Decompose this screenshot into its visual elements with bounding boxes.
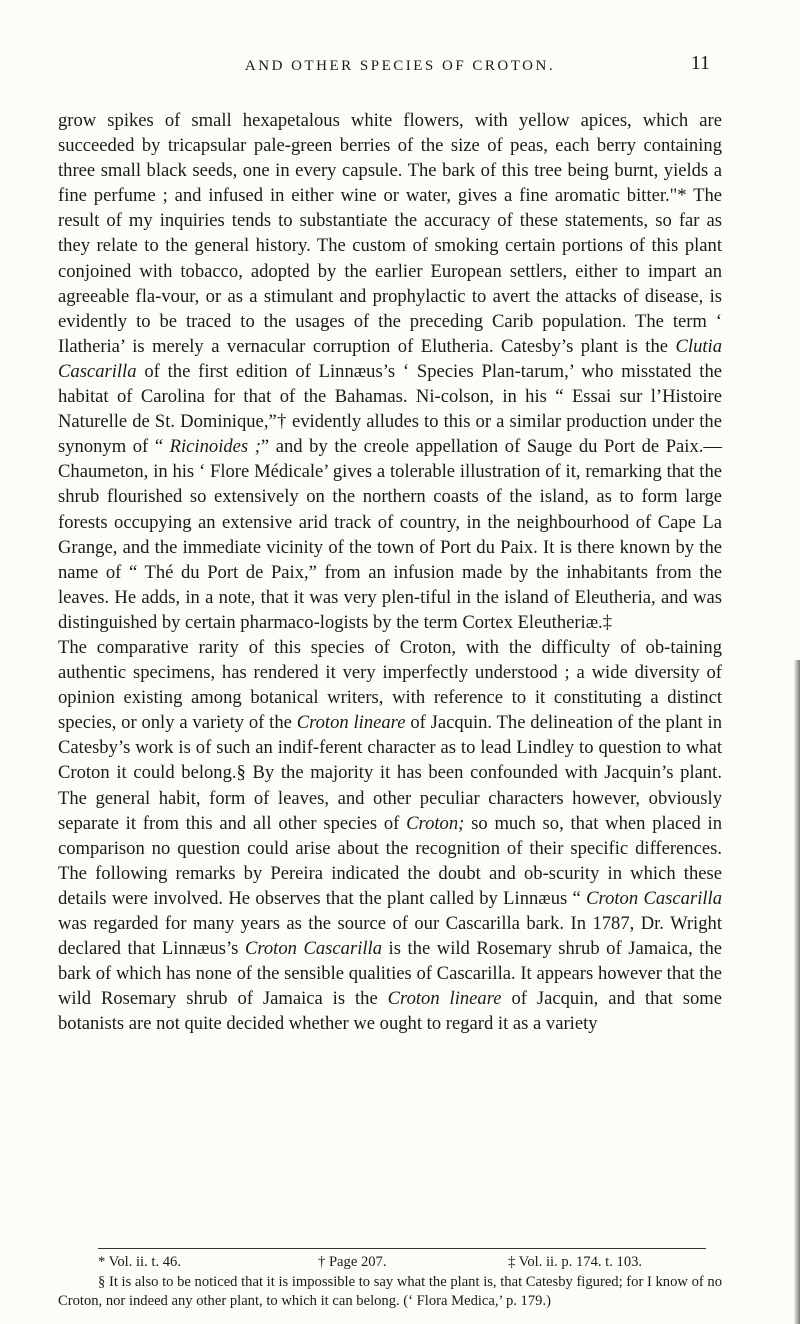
- italic-run: Croton;: [406, 812, 465, 834]
- footnotes: [58, 1253, 722, 1312]
- italic-run: Croton Cascarilla: [244, 938, 383, 960]
- footnote-divider: [98, 1248, 706, 1249]
- footnote-3: ‡ Vol. ii. p. 174. t. 103.: [508, 1254, 643, 1270]
- text-run: grow spikes of small hexapetalous white flowers, with yellow apices, which are succeeded by tricapsular pale-green berries of the size of peas, each berry containing three small black seeds, one in every capsule. The bark of this tree being burnt, yields a fine perfume ; and infused in either wine or water, gives a fine aromatic bitter."* The result of my inquiries tends to substantiate the accuracy of these statements, so far as they relate to the general history. The custom of smoking certain portions of this plant conjoined with tobacco, adopted by the earlier European settlers, either to impart an agreeable fla-vour, or as a stimulant and prophylactic to avert the attacks of disease, is evidently to be traced to the usages of the preceding Carib population. The term ‘ Ilatheria’ is merely a vernacular corruption of Elutheria. Catesby’s plant is the: [58, 110, 722, 357]
- text-run: of the first edition of Linnæus’s ‘ Species Plan-tarum,’ who misstated the habitat of Carolina for that of the Bahamas. Ni-colson, in his “ Essai sur l’Histoire Naturelle de St. Dominique,”† evidently alludes to this or a similar production under the synonym of “: [58, 360, 722, 458]
- italic-run: Ricinoides ;: [169, 436, 261, 458]
- text-run: ” and by the creole appellation of Sauge du Port de Paix.—Chaumeton, in his ‘ Flore Médicale’ gives a tolerable illustration of it, remarking that the shrub flourished so extensively on the northern coasts of the island, as to form large forests occupying an extensive arid track of country, in the neighbourhood of Cape La Grange, and the immediate vicinity of the town of Port du Paix. It is there known by the name of “ Thé du Port de Paix,” from an infusion made by the inhabitants from the leaves. He adds, in a note, that it was very plen-tiful in the island of Eleutheria, and was distinguished by certain pharmaco-logists by the term Cortex Eleutheriæ.‡: [58, 436, 723, 633]
- footnote-1: * Vol. ii. t. 46.: [98, 1254, 181, 1270]
- text-run: so much so, that when placed in comparison no question could arise about the recognition of their specific differences. The following remarks by Pereira indicated the doubt and ob-scurity in which these details were involved. He observes that the plant called by Linnæus “: [58, 812, 723, 909]
- text-run: The comparative rarity of this species of Croton, with the difficulty of ob-taining authentic specimens, has rendered it very imperfectly understood ; a wide diversity of opinion existing among botanical writers, with reference to it constituting a distinct species, or only a variety of the: [58, 636, 722, 734]
- paragraph-1: [58, 108, 722, 635]
- text-run: was regarded for many years as the source of our Cascarilla bark. In 1787, Dr. Wright declared that Linnæus’s: [58, 913, 722, 960]
- italic-run: Clutia Cascarilla: [58, 335, 722, 382]
- italic-run: Croton Cascarilla: [586, 887, 722, 909]
- page-header: [0, 52, 800, 82]
- footnote-4: § It is also to be noticed that it is impossible to say what the plant is, that Catesby figured; for I know of no Croton, nor indeed any other plant, to which it can belong. (‘ Flora Medica,’ p. 179.): [58, 1273, 722, 1309]
- text-run: of Jacquin, and that some botanists are not quite decided whether we ought to regard it as a variety: [58, 988, 722, 1035]
- page-edge-shadow: [794, 660, 800, 1324]
- running-head: AND OTHER SPECIES OF CROTON.: [244, 58, 556, 74]
- text-run: is the wild Rosemary shrub of Jamaica, the bark of which has none of the sensible qualities of Cascarilla. It appears however that the wild Rosemary shrub of Jamaica is the: [58, 938, 722, 1010]
- italic-run: Croton lineare: [387, 988, 502, 1010]
- footnote-row: [58, 1253, 722, 1273]
- paragraph-2: [58, 635, 722, 1037]
- footnote-2: † Page 207.: [318, 1254, 387, 1270]
- body-text: [58, 108, 722, 1036]
- page-number: 11: [690, 52, 710, 74]
- italic-run: Croton lineare: [296, 712, 406, 734]
- text-run: of Jacquin. The delineation of the plant in Catesby’s work is of such an indif-ferent character as to lead Lindley to question to what Croton it could belong.§ By the majority it has been confounded with Jacquin’s plant. The general habit, form of leaves, and other peculiar characters however, obviously separate it from this and all other species of: [58, 712, 722, 834]
